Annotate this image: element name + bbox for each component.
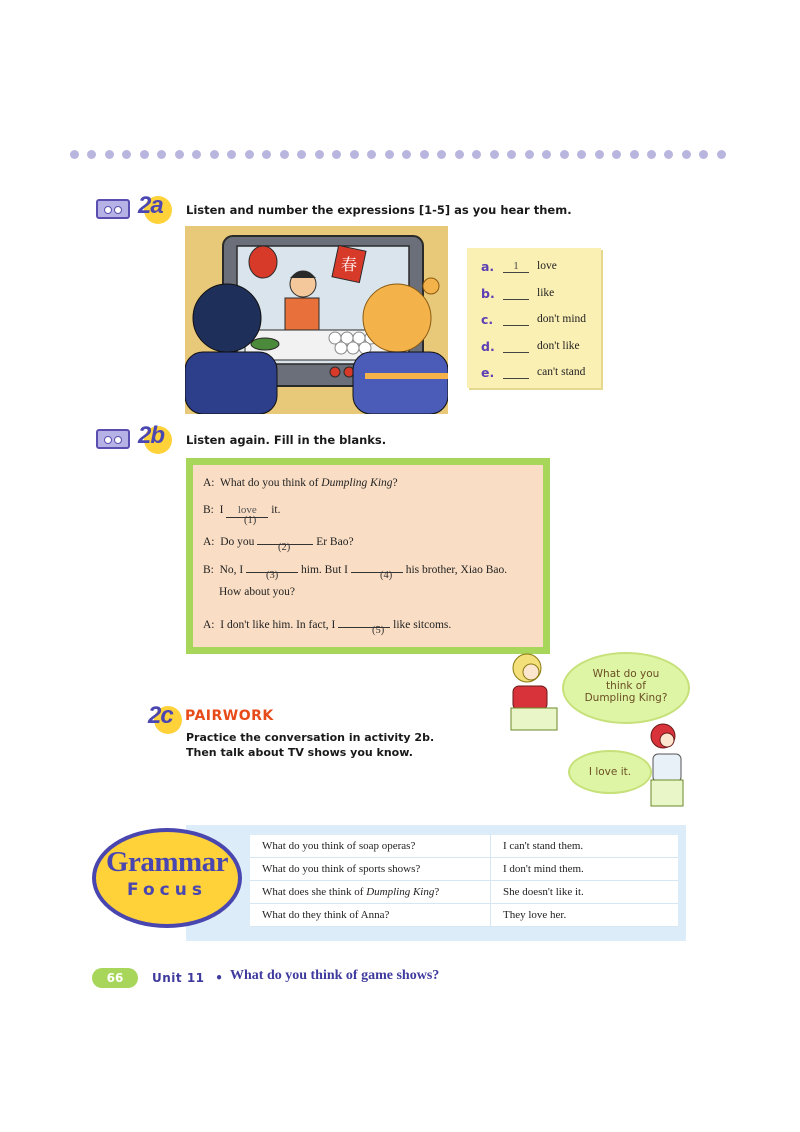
section-2b-header bbox=[96, 424, 178, 454]
instruction-2b: Listen again. Fill in the blanks. bbox=[186, 433, 387, 447]
page-number: 66 bbox=[92, 968, 138, 988]
answer-blank[interactable] bbox=[503, 366, 529, 379]
blank-1[interactable]: love bbox=[226, 504, 268, 518]
tv-sign-character: 春 bbox=[341, 255, 358, 274]
section-number: 2b bbox=[138, 422, 165, 449]
grammar-focus-title: Grammar bbox=[105, 846, 229, 878]
answer-blank[interactable]: 1 bbox=[503, 260, 529, 273]
dialogue-line-5: How about you? bbox=[219, 586, 296, 598]
list-item: c. don't mind bbox=[481, 311, 587, 327]
section-number-badge bbox=[148, 704, 188, 734]
tv-scene-drawing bbox=[185, 226, 448, 414]
blank-number: (2) bbox=[278, 542, 291, 553]
cassette-icon[interactable] bbox=[96, 429, 130, 449]
blank-number: (4) bbox=[380, 570, 393, 581]
dialogue-line-3: A: Do you Er Bao? bbox=[203, 531, 354, 548]
pairwork-instruction-1: Practice the conversation in activity 2b. bbox=[186, 731, 435, 744]
instruction-2a: Listen and number the expressions [1-5] as you hear them. bbox=[186, 203, 572, 217]
speech-bubble-question: What do you think of Dumpling King? bbox=[562, 652, 690, 724]
woman-illustration bbox=[645, 722, 690, 812]
tv-watching-illustration bbox=[185, 226, 448, 414]
answer-blank[interactable] bbox=[503, 340, 529, 353]
grammar-focus-subtitle: Focus bbox=[127, 880, 207, 900]
unit-label: Unit 11 • bbox=[152, 971, 224, 985]
section-number: 2a bbox=[138, 192, 163, 219]
blank-4[interactable] bbox=[351, 559, 403, 573]
grammar-focus-table bbox=[250, 835, 678, 927]
list-item: e. can't stand bbox=[481, 364, 586, 380]
list-item: a. 1 love bbox=[481, 258, 557, 274]
table-row: What do you think of soap operas? I can't stand them. bbox=[250, 835, 678, 858]
list-item: d. don't like bbox=[481, 338, 580, 354]
blank-number: (3) bbox=[266, 570, 279, 581]
table-row: What does she think of Dumpling King? She doesn't like it. bbox=[250, 881, 678, 904]
dotted-divider bbox=[70, 150, 726, 164]
blank-number: (5) bbox=[372, 625, 385, 636]
girl-illustration bbox=[505, 648, 565, 748]
table-row: What do you think of sports shows? I don't mind them. bbox=[250, 858, 678, 881]
section-number-badge bbox=[138, 194, 178, 224]
blank-number: (1) bbox=[244, 515, 257, 526]
answer-blank[interactable] bbox=[503, 313, 529, 326]
unit-title: What do you think of game shows? bbox=[230, 968, 440, 983]
pairwork-instruction-2: Then talk about TV shows you know. bbox=[186, 746, 413, 759]
section-number: 2c bbox=[148, 702, 173, 729]
dialogue-line-6: A: I don't like him. In fact, I like sitcoms. bbox=[203, 614, 451, 631]
expressions-list bbox=[467, 248, 601, 388]
answer-blank[interactable] bbox=[503, 287, 529, 300]
dialogue-line-1: A: What do you think of Dumpling King? bbox=[203, 477, 398, 489]
bullet-separator: • bbox=[215, 971, 224, 985]
dialogue-line-2: B: I love it. bbox=[203, 504, 281, 516]
pairwork-title: PAIRWORK bbox=[185, 708, 274, 724]
speech-bubble-answer: I love it. bbox=[568, 750, 652, 794]
dialogue-line-4: B: No, I him. But I his brother, Xiao Bao. bbox=[203, 559, 507, 576]
section-number-badge bbox=[138, 424, 178, 454]
table-row: What do they think of Anna? They love her. bbox=[250, 904, 678, 927]
cassette-icon[interactable] bbox=[96, 199, 130, 219]
section-2a-header bbox=[96, 194, 178, 224]
list-item: b. like bbox=[481, 285, 555, 301]
